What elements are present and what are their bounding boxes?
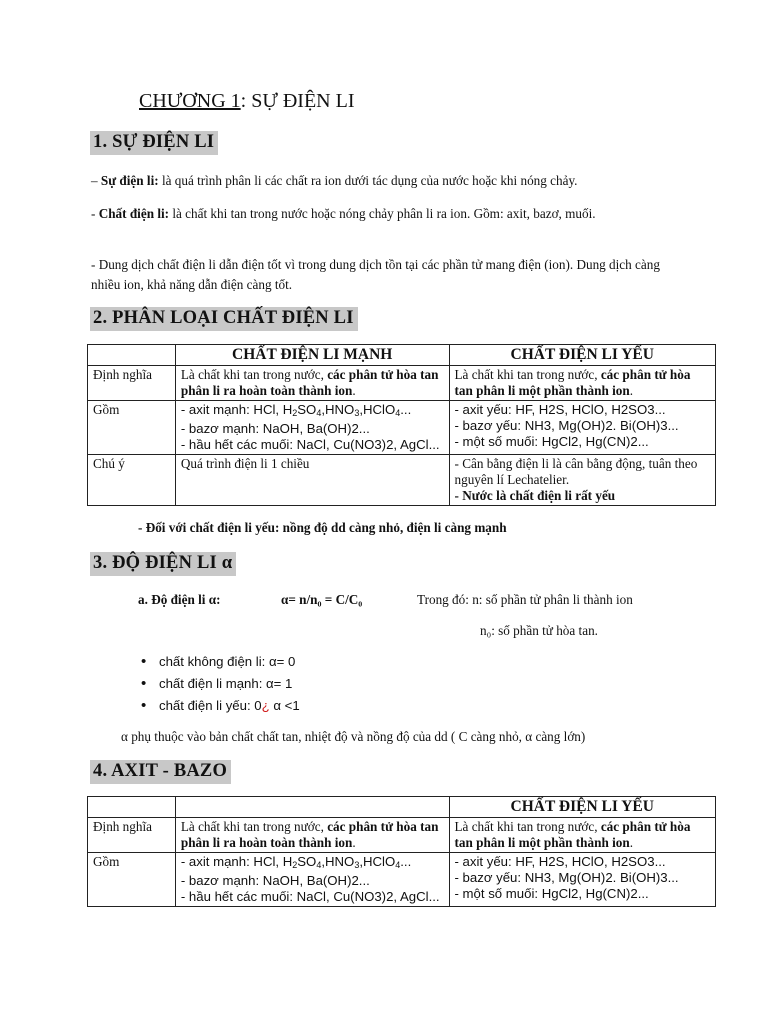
classification-table (87, 344, 716, 506)
cell-strong-members: - axit mạnh: HCl, $H_2SO_4,HNO_3,HClO_4$... - bazơ mạnh: NaOH, Ba(OH)2... - hầu hết các muối: NaCl, Cu(NO3)2, AgCl... (175, 401, 449, 455)
weak-electrolyte-note: - Đối với chất điện li yếu: nồng độ dd càng nhỏ, điện li càng mạnh (138, 520, 507, 535)
col-header-strong: CHẤT ĐIỆN LI MẠNH (175, 345, 449, 366)
row-label: Gồm (88, 401, 176, 455)
term-su-dien-li: Sự điện li: (100, 173, 159, 188)
paragraph-definition-dien-li: ‒ Sự điện li: là quá trình phân li các chất ra ion dưới tác dụng của nước hoặc khi nóng chảy. (91, 173, 578, 188)
cell-weak-definition: Là chất khi tan trong nước, các phân tử hòa tan phân li một phần thành ion. (449, 366, 716, 401)
table-row (88, 818, 716, 853)
row-label: Chú ý (88, 455, 176, 506)
table-row (88, 366, 716, 401)
row-label: Gồm (88, 853, 176, 907)
chapter-name: : SỰ ĐIỆN LI (240, 90, 355, 112)
list-item: • chất điện li yếu: 0¿ α <1 (137, 695, 300, 717)
formula-explanation-n0: n₀: số phần tử hòa tan. (480, 623, 598, 638)
col-header-weak: CHẤT ĐIỆN LI YẾU (449, 797, 716, 818)
table-row (88, 455, 716, 506)
alpha-formula: α= n/n₀ = C/C₀ (281, 592, 363, 607)
section-3-heading: 3. ĐỘ ĐIỆN LI α (90, 552, 236, 576)
formula-explanation-n: Trong đó: n: số phần tử phân li thành ion (417, 592, 633, 607)
chapter-title (139, 90, 354, 113)
acid-base-table (87, 796, 716, 907)
section-1-heading: 1. SỰ ĐIỆN LI (90, 131, 218, 155)
cell-strong-definition: Là chất khi tan trong nước, các phân tử hòa tan phân li ra hoàn toàn thành ion. (175, 366, 449, 401)
term-chat-dien-li: Chất điện li: (98, 206, 170, 221)
cell-weak-note: - Cân bằng điện li là cân bằng động, tuân theo nguyên lí Lechatelier. - Nước là chất điện li rất yếu (449, 455, 716, 506)
col-header-weak: CHẤT ĐIỆN LI YẾU (449, 345, 716, 366)
paragraph-definition-chat-dien-li: - Chất điện li: là chất khi tan trong nước hoặc nóng chảy phân li ra ion. Gồm: axit, bazơ, muối. (91, 206, 596, 221)
table-header-row (88, 345, 716, 366)
cell-weak-members: - axit yếu: HF, H2S, HClO, H2SO3... - bazơ yếu: NH3, Mg(OH)2. Bi(OH)3... - một số muối: HgCl2, Hg(CN)2... (449, 853, 716, 907)
section-2-heading: 2. PHÂN LOẠI CHẤT ĐIỆN LI (90, 307, 358, 331)
subsection-a-title: a. Độ điện li α: (138, 592, 221, 607)
table-row (88, 401, 716, 455)
row-label: Định nghĩa (88, 818, 176, 853)
cell-weak-definition: Là chất khi tan trong nước, các phân tử hòa tan phân li một phần thành ion. (449, 818, 716, 853)
cell-strong-note: Quá trình điện li 1 chiều (175, 455, 449, 506)
table-header-row (88, 797, 716, 818)
cell-weak-members: - axit yếu: HF, H2S, HClO, H2SO3... - bazơ yếu: NH3, Mg(OH)2. Bi(OH)3... - một số muối: HgCl2, Hg(CN)2... (449, 401, 716, 455)
alpha-dependency-text: α phụ thuộc vào bản chất chất tan, nhiệt độ và nồng độ của dd ( C càng nhỏ, α càng lớn) (121, 729, 586, 744)
cell-strong-definition: Là chất khi tan trong nước, các phân tử hòa tan phân li ra hoàn toàn thành ion. (175, 818, 449, 853)
alpha-bullet-list (137, 651, 300, 717)
section-4-heading: 4. AXIT - BAZO (90, 760, 231, 784)
paragraph-conductivity: - Dung dịch chất điện li dẫn điện tốt vì trong dung dịch tồn tại các phần tử mang điện (ion). Dung dịch càng nhiều ion, khả năng dẫn điện càng tốt. (91, 257, 660, 292)
table-row (88, 853, 716, 907)
list-item: • chất không điện li: α= 0 (137, 651, 300, 673)
chapter-number: CHƯƠNG 1 (139, 90, 241, 112)
row-label: Định nghĩa (88, 366, 176, 401)
list-item: • chất điện li mạnh: α= 1 (137, 673, 300, 695)
cell-strong-members: - axit mạnh: HCl, $H_2SO_4,HNO_3,HClO_4$... - bazơ mạnh: NaOH, Ba(OH)2... - hầu hết các muối: NaCl, Cu(NO3)2, AgCl... (175, 853, 449, 907)
